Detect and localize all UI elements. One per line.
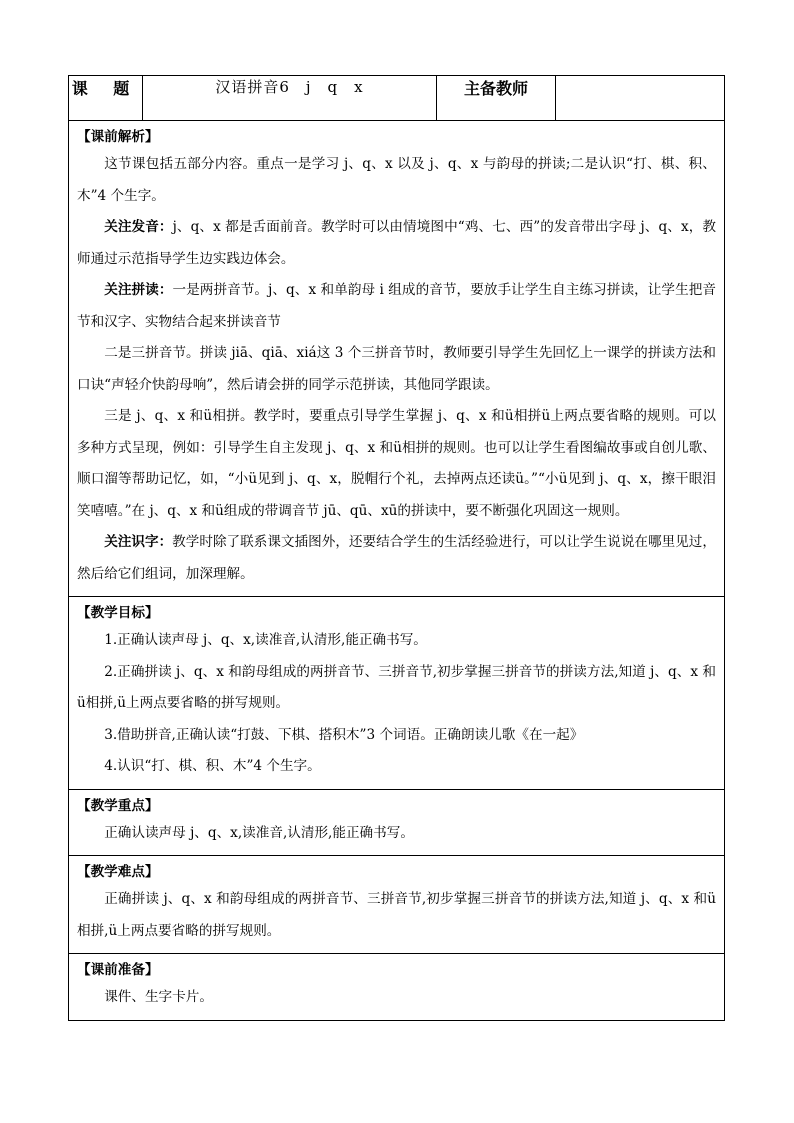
pronunciation-lead: 关注发音：	[104, 219, 173, 235]
teacher-value	[556, 76, 725, 121]
difficulties-title: 【教学难点】	[77, 864, 159, 880]
header-row	[69, 76, 725, 121]
lesson-plan-document	[68, 75, 725, 1021]
analysis-paragraph-3	[77, 275, 716, 338]
spelling-lead: 关注拼读：	[104, 282, 173, 298]
teacher-label: 主备教师	[437, 76, 556, 121]
analysis-row	[69, 121, 725, 597]
analysis-paragraph-4: 二是三拼音节。拼读 jiā、qiā、xiá这 3 个三拼音节时，教师要引导学生先回忆上一课学的拼读方法和口诀“声轻介快韵母响”，然后请会拼的同学示范拼读，其他同学跟读。	[77, 345, 716, 393]
lesson-plan-table	[68, 75, 725, 1021]
analysis-paragraph-2	[77, 212, 716, 275]
analysis-paragraph-5: 三是 j、q、x 和ü相拼。教学时，要重点引导学生掌握 j、q、x 和ü相拼ü上两点要省略的规则。可以多种方式呈现，例如：引导学生自主发现 j、q、x 和ü相拼的规则。也可以让学生看图编故事或自创儿歌、顺口溜等帮助记忆，如，“小ü见到 j、q、x，脱帽行个礼，去掉两点还读ü。”“小ü见到 j、q、x，擦干眼泪笑嘻嘻。”在 j、q、x 和ü组成的带调音节 jū、qū、xū的拼读中，要不断强化巩固这一规则。	[77, 408, 716, 519]
preparation-title: 【课前准备】	[77, 962, 159, 978]
key-points-text: 正确认读声母 j、q、x,读准音,认清形,能正确书写。	[104, 824, 414, 841]
key-points-section	[69, 789, 725, 856]
analysis-paragraph-6	[77, 527, 716, 590]
analysis-section	[69, 121, 725, 597]
goal-item-2: 2.正确拼读 j、q、x 和韵母组成的两拼音节、三拼音节,初步掌握三拼音节的拼读方法,知道 j、q、x 和ü相拼,ü上两点要省略的拼写规则。	[77, 663, 716, 711]
goals-row	[69, 597, 725, 790]
literacy-text: 教学时除了联系课文插图外，还要结合学生的生活经验进行，可以让学生说说在哪里见过，然后给它们组词，加深理解。	[77, 534, 717, 582]
topic-label: 课 题	[69, 76, 143, 121]
key-points-title: 【教学重点】	[77, 797, 159, 814]
pronunciation-text: j、q、x 都是舌面前音。教学时可以由情境图中“鸡、七、西”的发音带出字母 j、q、x，教师通过示范指导学生边实践边体会。	[77, 219, 716, 267]
difficulties-text: 正确拼读 j、q、x 和韵母组成的两拼音节、三拼音节,初步掌握三拼音节的拼读方法,知道 j、q、x 和ü相拼,ü上两点要省略的拼写规则。	[77, 891, 716, 939]
goals-title: 【教学目标】	[77, 605, 159, 621]
goal-item-3: 3.借助拼音,正确认读“打鼓、下棋、搭积木”3 个词语。正确朗读儿歌《在一起》	[104, 726, 584, 743]
analysis-title: 【课前解析】	[77, 129, 159, 145]
goal-item-4: 4.认识“打、棋、积、木”4 个生字。	[104, 758, 321, 774]
topic-value: 汉语拼音6 j q x	[143, 76, 437, 121]
spelling-text: 一是两拼音节。j、q、x 和单韵母 i 组成的音节，要放手让学生自主练习拼读，让学生把音节和汉字、实物结合起来拼读音节	[77, 282, 716, 330]
preparation-section	[69, 954, 725, 1021]
difficulties-row	[69, 856, 725, 954]
goal-item-1: 1.正确认读声母 j、q、x,读准音,认清形,能正确书写。	[104, 632, 427, 648]
preparation-row	[69, 954, 725, 1021]
preparation-text: 课件、生字卡片。	[104, 989, 213, 1005]
key-points-row	[69, 789, 725, 856]
analysis-paragraph-1: 这节课包括五部分内容。重点一是学习 j、q、x 以及 j、q、x 与韵母的拼读;二是认识“打、棋、积、木”4 个生字。	[77, 156, 716, 204]
difficulties-section	[69, 856, 725, 954]
goals-section	[69, 597, 725, 790]
literacy-lead: 关注识字：	[104, 534, 173, 550]
